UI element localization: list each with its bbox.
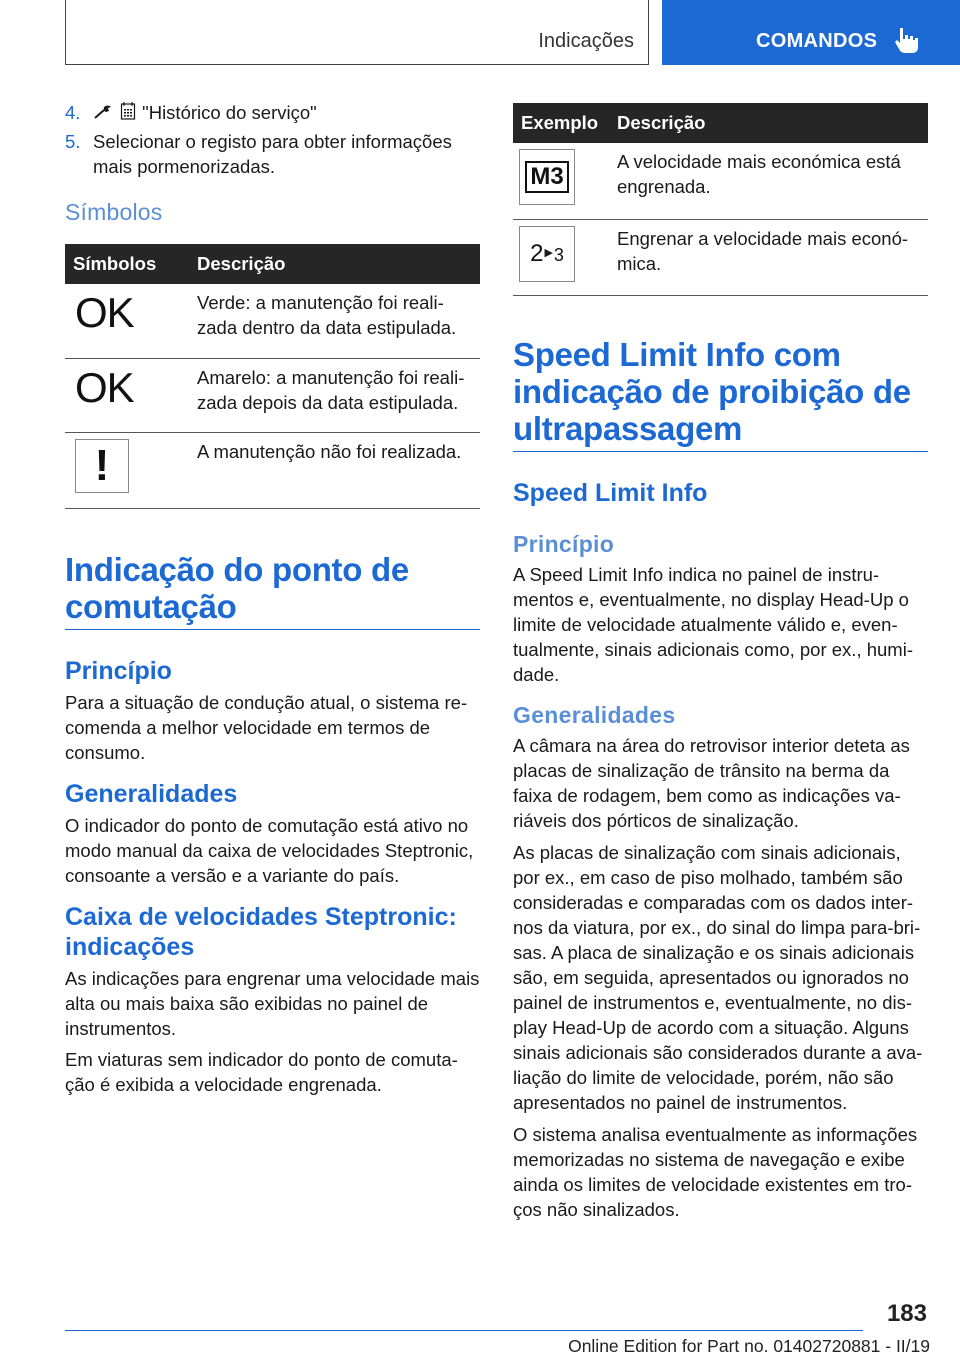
section-title-shift-point: Indicação do ponto de comutação	[65, 551, 480, 630]
page-header	[0, 0, 960, 66]
table-header-example: Exemplo	[513, 103, 609, 143]
examples-table	[513, 103, 928, 296]
footer-divider	[65, 1330, 863, 1331]
table-cell-description: Engrenar a velocidade mais económica.	[609, 219, 928, 295]
table-header-description: Descrição	[189, 244, 480, 284]
ok-symbol: OK	[75, 289, 134, 336]
table-row	[65, 358, 480, 432]
table-row	[65, 432, 480, 508]
generalidades-heading: Generalidades	[513, 701, 676, 728]
table-header-symbols: Símbolos	[65, 244, 189, 284]
table-cell-description: Amarelo: a manutenção foi realizada depois da data estipulada.	[189, 358, 480, 432]
principio-heading: Princípio	[513, 530, 615, 557]
page-number: 183	[886, 1300, 927, 1327]
exclamation-icon: !	[75, 439, 129, 493]
gear-shift-up-icon: 2 ▶ 3	[519, 226, 575, 282]
steptronic-text-2: Em viaturas sem indicador do ponto de comutação é exibida a velocidade engrenada.	[65, 1048, 458, 1095]
footer-edition: Online Edition for Part no. 01402720881 - II/19	[568, 1336, 930, 1356]
step-5	[65, 129, 480, 179]
section-tab	[662, 0, 960, 65]
header-chapter-box	[65, 0, 649, 65]
step-text: "Histórico do serviço"	[142, 102, 317, 123]
symbols-heading: Símbolos	[65, 199, 163, 225]
right-column	[513, 103, 928, 1222]
steptronic-heading: Caixa de velocidades Steptronic: indicações	[65, 902, 457, 961]
table-row	[513, 219, 928, 295]
table-cell-description: Verde: a manutenção foi realizada dentro da data estipulada.	[189, 284, 480, 358]
table-row	[513, 143, 928, 219]
section-title-speed-limit: Speed Limit Info com indicação de proibição de ultrapassagem	[513, 336, 928, 452]
wrench-icon	[93, 103, 113, 121]
section-label: COMANDOS	[756, 30, 878, 52]
generalidades-heading: Generalidades	[65, 779, 238, 808]
table-cell-description: A manutenção não foi realizada.	[189, 432, 480, 508]
table-header-description: Descrição	[609, 103, 928, 143]
generalidades-text-3: O sistema analisa eventualmente as informações memorizadas no sistema de navegação e exibe ainda os limites de velocidade existentes em troços não sinalizados.	[513, 1123, 918, 1220]
step-number: 5.	[65, 131, 81, 152]
table-row	[65, 284, 480, 358]
calendar-icon	[120, 101, 136, 121]
step-number: 4.	[65, 102, 81, 123]
steptronic-text-1: As indicações para engrenar uma velocidade mais alta ou mais baixa são exibidas no painel de instrumentos.	[65, 967, 480, 1039]
pointing-hand-icon	[894, 26, 920, 54]
generalidades-text-2: As placas de sinalização com sinais adicionais, por ex., em caso de piso molhado, também são consideradas e comparadas com os dados internos da viatura, por ex., do sinal do limpa para-brisas. A placa de sinalização e os sinais adicionais são, em seguida, apresentados ou ignorados no painel de instrumentos e, eventualmente, no display Head-Up de acordo com a situação. Alguns sinais adicionais são considerados durante a avaliação do limite de velocidade, porém, não são apresentados no painel de instrumentos.	[513, 841, 923, 1113]
step-4	[65, 100, 480, 127]
symbols-table	[65, 244, 480, 509]
arrow-right-icon: ▶	[544, 247, 553, 259]
left-column	[65, 100, 480, 1097]
generalidades-text-1: A câmara na área do retrovisor interior deteta as placas de sinalização de trânsito na berma da faixa de rodagem, bem como as indicações variáveis dos pórticos de sinalização.	[513, 734, 910, 831]
principio-text: A Speed Limit Info indica no painel de instrumentos e, eventualmente, no display Head-Up o limite de velocidade atualmente válido e, eventualmente, sinais adicionais como, por ex., humidade.	[513, 563, 914, 685]
table-cell-description: A velocidade mais económica está engrenada.	[609, 143, 928, 219]
principio-text: Para a situação de condução atual, o sistema recomenda a melhor velocidade em termos de consumo.	[65, 691, 468, 763]
gear-m3-icon: M3	[519, 149, 575, 205]
generalidades-text: O indicador do ponto de comutação está ativo no modo manual da caixa de velocidades Steptronic, consoante a versão e a variante do país.	[65, 814, 474, 886]
step-text: Selecionar o registo para obter informações mais pormenorizadas.	[93, 131, 452, 177]
speed-limit-info-heading: Speed Limit Info	[513, 478, 708, 507]
chapter-title: Indicações	[538, 30, 634, 52]
ok-symbol: OK	[75, 363, 134, 411]
principio-heading: Princípio	[65, 656, 172, 685]
